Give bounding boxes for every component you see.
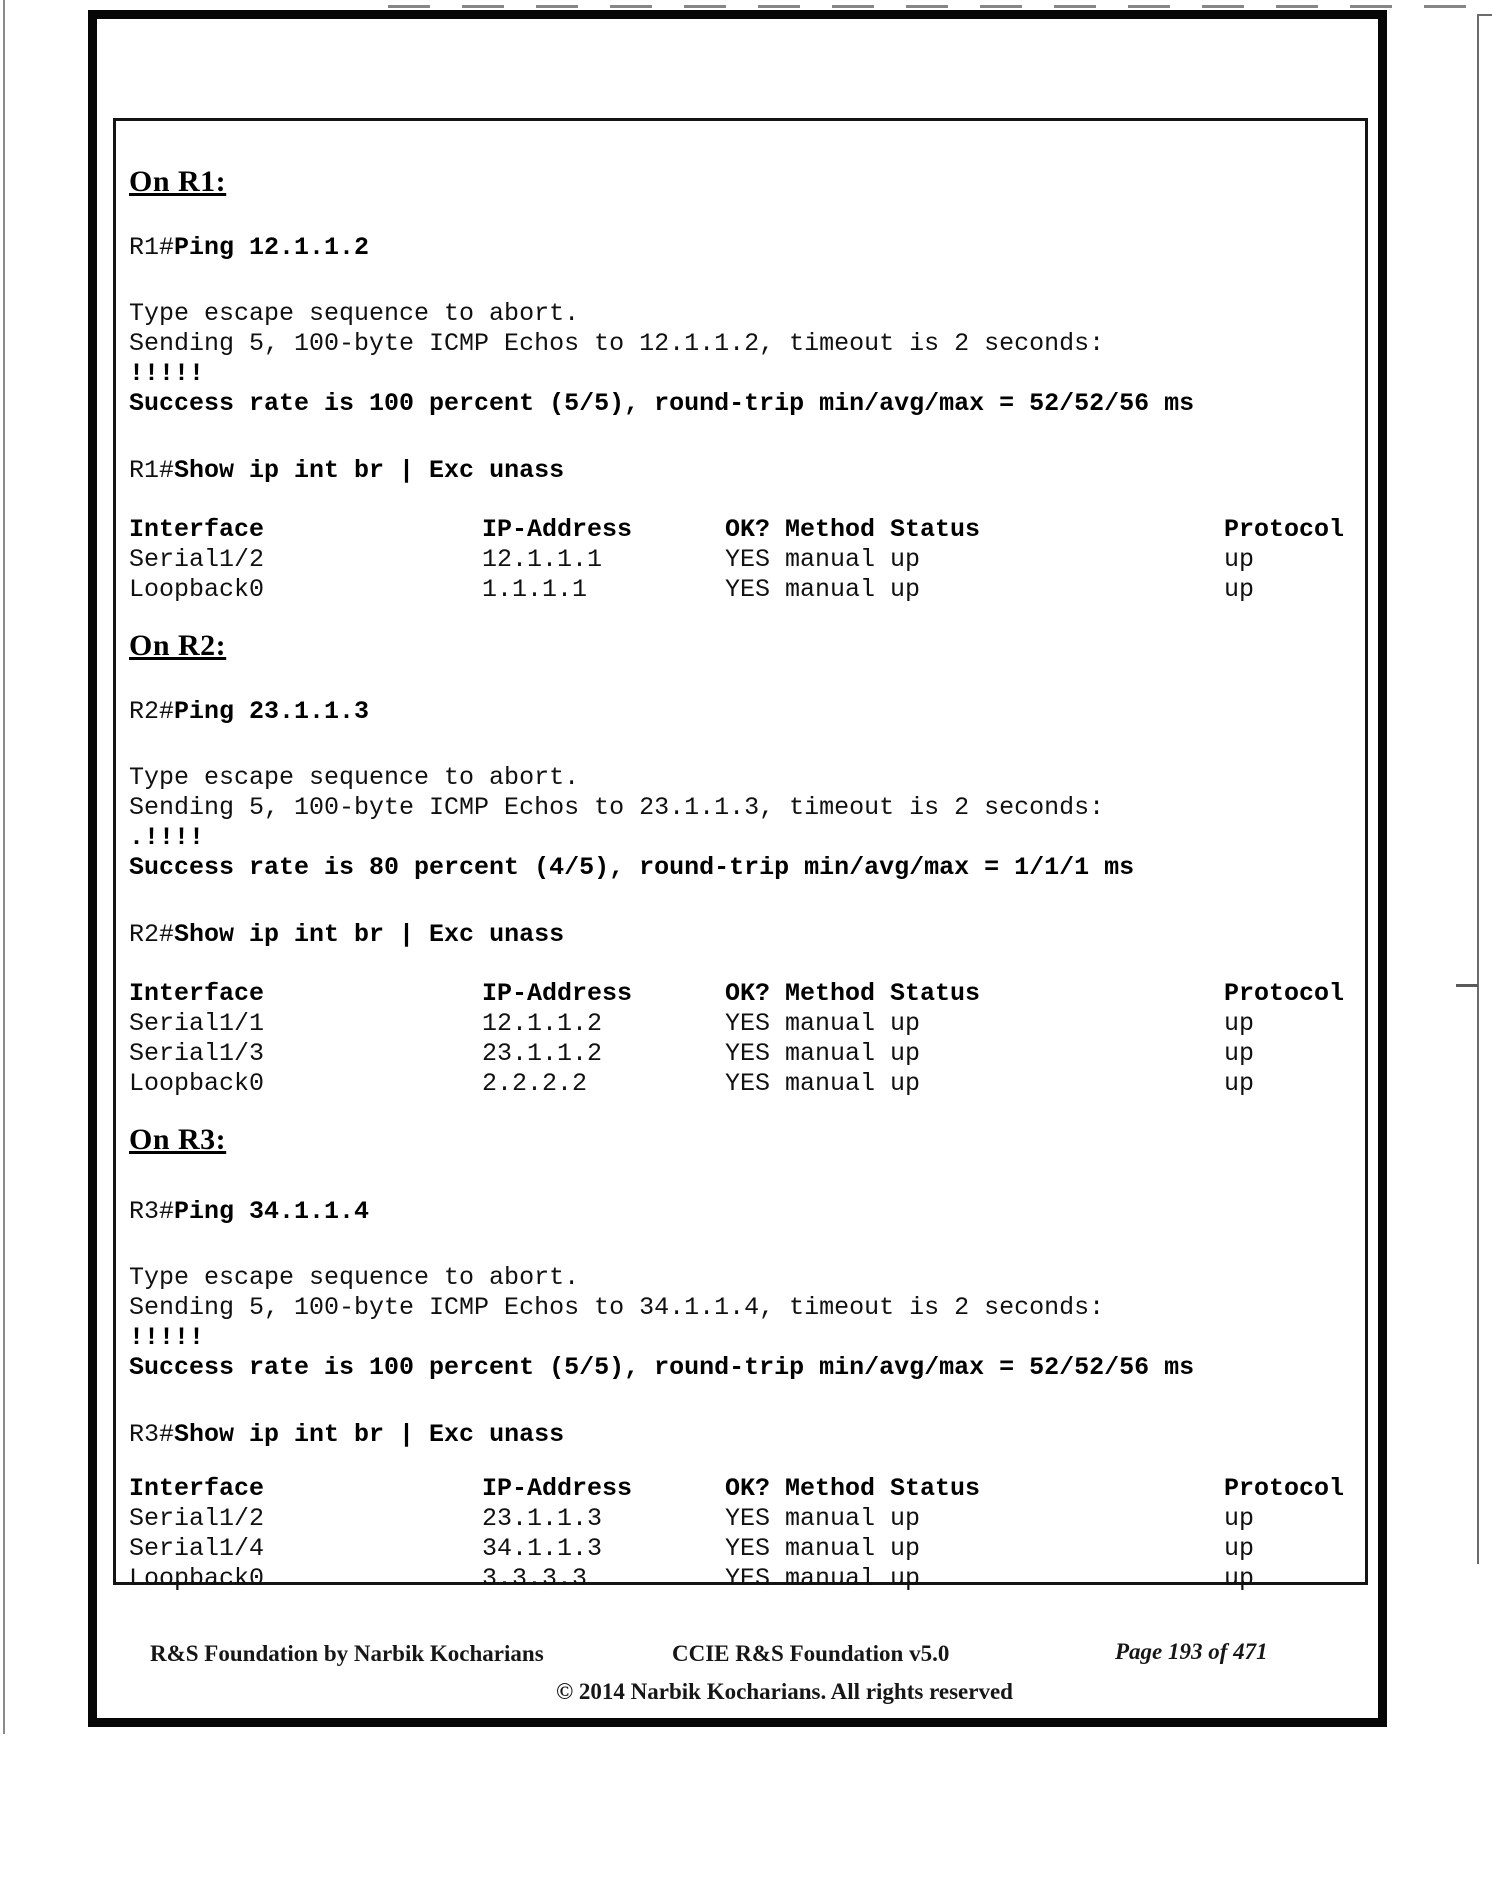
ping-output xyxy=(129,1263,1347,1383)
cell-protocol: up xyxy=(1224,1069,1255,1098)
interface-table xyxy=(129,1474,1347,1594)
cell-status: YES manual up xyxy=(725,545,921,574)
cell-status: YES manual up xyxy=(725,1534,921,1563)
cell-protocol: up xyxy=(1224,575,1255,604)
console-output-box xyxy=(113,118,1368,1593)
page-border-frame xyxy=(88,10,1387,1727)
cell-status: YES manual up xyxy=(725,1069,921,1098)
output-line: Sending 5, 100-byte ICMP Echos to 23.1.1.3, timeout is 2 seconds: xyxy=(129,793,1105,822)
table-row xyxy=(129,1504,1347,1534)
show-command-line xyxy=(129,1420,1347,1450)
cell-status: YES manual up xyxy=(725,575,921,604)
output-line: Type escape sequence to abort. xyxy=(129,1263,580,1292)
footer-page-number: Page 193 of 471 xyxy=(1115,1639,1268,1664)
col-protocol: Protocol xyxy=(1224,979,1345,1008)
table-row xyxy=(129,1009,1347,1039)
col-protocol: Protocol xyxy=(1224,1474,1345,1503)
cli-prompt: R1# xyxy=(129,456,175,485)
col-ok-method-status: OK? Method Status xyxy=(725,515,981,544)
cell-ip: 1.1.1.1 xyxy=(482,575,588,604)
cell-ip: 34.1.1.3 xyxy=(482,1534,603,1563)
cell-ip: 12.1.1.1 xyxy=(482,545,603,574)
cell-interface: Serial1/2 xyxy=(129,545,265,574)
show-command: Show ip int br | Exc unass xyxy=(174,456,565,485)
cell-ip: 12.1.1.2 xyxy=(482,1009,603,1038)
col-ok-method-status: OK? Method Status xyxy=(725,1474,981,1503)
cell-interface: Serial1/4 xyxy=(129,1534,265,1563)
col-interface: Interface xyxy=(129,515,265,544)
footer-edition: CCIE R&S Foundation v5.0 xyxy=(672,1641,950,1666)
table-row xyxy=(129,1534,1347,1564)
cli-prompt: R2# xyxy=(129,697,175,726)
section-r2 xyxy=(129,629,1347,1099)
cell-interface: Loopback0 xyxy=(129,1564,265,1593)
section-r1 xyxy=(129,165,1347,605)
right-scan-edge-line xyxy=(1477,14,1479,1564)
cell-status: YES manual up xyxy=(725,1009,921,1038)
cell-ip: 23.1.1.3 xyxy=(482,1504,603,1533)
success-rate-line: Success rate is 100 percent (5/5), round-trip min/avg/max = 52/52/56 ms xyxy=(129,389,1195,418)
cell-protocol: up xyxy=(1224,1564,1255,1593)
section-heading: On R2: xyxy=(129,629,227,662)
ping-command-line xyxy=(129,1197,1347,1227)
right-top-tick xyxy=(1477,14,1492,16)
col-interface: Interface xyxy=(129,979,265,1008)
cell-protocol: up xyxy=(1224,1534,1255,1563)
col-ip-address: IP-Address xyxy=(482,979,633,1008)
output-line: Type escape sequence to abort. xyxy=(129,763,580,792)
table-row xyxy=(129,1039,1347,1069)
show-command: Show ip int br | Exc unass xyxy=(174,920,565,949)
cell-ip: 23.1.1.2 xyxy=(482,1039,603,1068)
cell-protocol: up xyxy=(1224,1039,1255,1068)
output-line: Type escape sequence to abort. xyxy=(129,299,580,328)
top-scan-noise xyxy=(388,5,1488,8)
table-row xyxy=(129,1069,1347,1099)
col-interface: Interface xyxy=(129,1474,265,1503)
cell-status: YES manual up xyxy=(725,1039,921,1068)
cli-prompt: R2# xyxy=(129,920,175,949)
show-command-line xyxy=(129,456,1347,486)
cli-prompt: R3# xyxy=(129,1197,175,1226)
cli-prompt: R1# xyxy=(129,233,175,262)
table-row xyxy=(129,545,1347,575)
success-rate-line: Success rate is 80 percent (4/5), round-trip min/avg/max = 1/1/1 ms xyxy=(129,853,1135,882)
ping-command: Ping 23.1.1.3 xyxy=(174,697,370,726)
cell-interface: Loopback0 xyxy=(129,1069,265,1098)
table-header-row xyxy=(129,1474,1347,1504)
cell-protocol: up xyxy=(1224,1009,1255,1038)
cell-ip: 2.2.2.2 xyxy=(482,1069,588,1098)
ping-result-marks: !!!!! xyxy=(129,1323,205,1352)
table-header-row xyxy=(129,979,1347,1009)
output-line: Sending 5, 100-byte ICMP Echos to 12.1.1.2, timeout is 2 seconds: xyxy=(129,329,1105,358)
success-rate-line: Success rate is 100 percent (5/5), round-trip min/avg/max = 52/52/56 ms xyxy=(129,1353,1195,1382)
cell-interface: Serial1/1 xyxy=(129,1009,265,1038)
left-scan-edge-line xyxy=(3,0,5,1734)
ping-result-marks: .!!!! xyxy=(129,823,205,852)
footer-copyright: © 2014 Narbik Kocharians. All rights reserved xyxy=(556,1679,1013,1704)
col-ok-method-status: OK? Method Status xyxy=(725,979,981,1008)
ping-output xyxy=(129,763,1347,883)
output-line: Sending 5, 100-byte ICMP Echos to 34.1.1.4, timeout is 2 seconds: xyxy=(129,1293,1105,1322)
col-ip-address: IP-Address xyxy=(482,1474,633,1503)
section-r3 xyxy=(129,1123,1347,1594)
ping-command: Ping 12.1.1.2 xyxy=(174,233,370,262)
right-mid-tick xyxy=(1456,984,1478,987)
cell-protocol: up xyxy=(1224,545,1255,574)
table-header-row xyxy=(129,515,1347,545)
cell-interface: Serial1/2 xyxy=(129,1504,265,1533)
ping-command-line xyxy=(129,233,1347,263)
cell-interface: Serial1/3 xyxy=(129,1039,265,1068)
ping-command: Ping 34.1.1.4 xyxy=(174,1197,370,1226)
cell-status: YES manual up xyxy=(725,1564,921,1593)
ping-result-marks: !!!!! xyxy=(129,359,205,388)
section-heading: On R1: xyxy=(129,165,227,198)
section-heading: On R3: xyxy=(129,1123,227,1156)
ping-command-line xyxy=(129,697,1347,727)
cell-ip: 3.3.3.3 xyxy=(482,1564,588,1593)
cell-interface: Loopback0 xyxy=(129,575,265,604)
ping-output xyxy=(129,299,1347,419)
interface-table xyxy=(129,515,1347,605)
cell-status: YES manual up xyxy=(725,1504,921,1533)
footer-book-title: R&S Foundation by Narbik Kocharians xyxy=(150,1641,544,1666)
cli-prompt: R3# xyxy=(129,1420,175,1449)
table-row xyxy=(129,575,1347,605)
col-ip-address: IP-Address xyxy=(482,515,633,544)
cell-protocol: up xyxy=(1224,1504,1255,1533)
show-command-line xyxy=(129,920,1347,950)
col-protocol: Protocol xyxy=(1224,515,1345,544)
interface-table xyxy=(129,979,1347,1099)
table-row xyxy=(129,1564,1347,1594)
show-command: Show ip int br | Exc unass xyxy=(174,1420,565,1449)
